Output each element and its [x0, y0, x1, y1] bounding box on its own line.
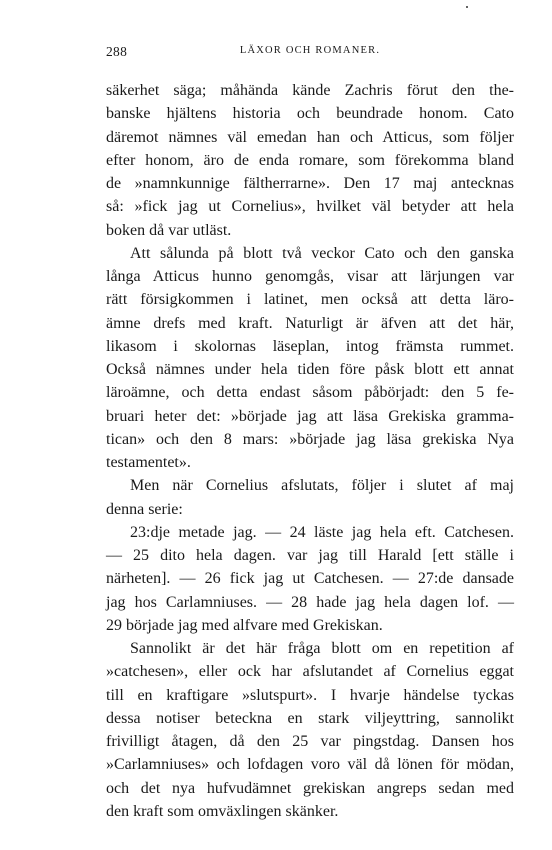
text-line: de »namnkunnige fältherrarne». Den 17 maj antecknas: [106, 175, 514, 192]
text-line: närheten]. — 26 fick jag ut Catchesen. — 27:de dansade: [106, 570, 514, 588]
text-line: Också nämnes under hela tiden före påsk blott ett annat: [106, 361, 514, 378]
text-line: Men när Cornelius afslutats, följer i slutet af maj: [130, 477, 514, 495]
text-line: 23:dje metade jag. — 24 läste jag hela eft. Catchesen.: [130, 523, 514, 541]
text-line: »Carlamniuses» och lofdagen voro väl då lönen för mödan,: [106, 756, 514, 774]
text-line: ämne drefs med kraft. Naturligt är äfven att det här,: [106, 314, 514, 332]
text-line: tican» och den 8 mars: »började jag läsa grekiska Nya: [106, 430, 514, 448]
text-line: långa Atticus hunno genomgås, visar att lärjungen var: [106, 268, 514, 285]
text-line: — 25 dito hela dagen. var jag till Harald [ett ställe i: [106, 547, 514, 564]
running-title: LÄXOR OCH ROMANER.: [239, 45, 381, 56]
text-line: frivilligt åtagen, då den 25 var pingstdag. Dansen hos: [106, 733, 514, 750]
text-line: boken då var utläst.: [106, 221, 232, 239]
text-line: dessa notiser beteckna en stark viljeyttring, sannolikt: [106, 709, 514, 727]
text-line: likasom i skolornas läseplan, intog främsta rummet.: [106, 337, 514, 355]
print-speck: [466, 6, 468, 8]
text-line: så: »fick jag ut Cornelius», hvilket väl betyder att hela: [106, 198, 514, 216]
page-header: [106, 44, 514, 64]
text-line: säkerhet säga; måhända kände Zachris förut den the-: [106, 82, 514, 99]
text-line: »catchesen», eller ock har afslutandet af Cornelius eggat: [106, 663, 514, 681]
text-line: denna serie:: [106, 500, 183, 518]
text-line: och det nya hufvudämnet grekiskan angreps sedan med: [106, 779, 514, 797]
text-line: Att sålunda på blott två veckor Cato och den ganska: [130, 244, 514, 262]
text-line: jag hos Carlamniuses. — 28 hade jag hela dagen lof. —: [106, 593, 514, 611]
text-line: efter honom, äro de enda romare, som förekomma bland: [106, 151, 514, 169]
text-line: däremot nämnes väl emedan han och Atticus, som följer: [106, 128, 514, 146]
text-line: testamentet».: [106, 454, 191, 471]
page-number: 288: [106, 44, 128, 59]
text-line: läroämne, och detta endast såsom påbörjadt: den 5 fe-: [106, 384, 514, 402]
text-line: rätt försigkommen i latinet, men också att detta läro-: [106, 291, 514, 309]
body-text: [106, 79, 514, 823]
text-line: bruari heter det: »började jag att läsa Grekiska gramma-: [106, 407, 514, 425]
text-line: till en kraftigare »slutspurt». I hvarje händelse tyckas: [106, 686, 514, 704]
text-line: banske hjältens historia och beundrade honom. Cato: [106, 105, 514, 123]
text-line: Sannolikt är det här fråga blott om en repetition af: [130, 640, 514, 657]
text-line: 29 började jag med alfvare med Grekiskan.: [106, 616, 383, 634]
text-line: den kraft som omväxlingen skänker.: [106, 802, 339, 820]
